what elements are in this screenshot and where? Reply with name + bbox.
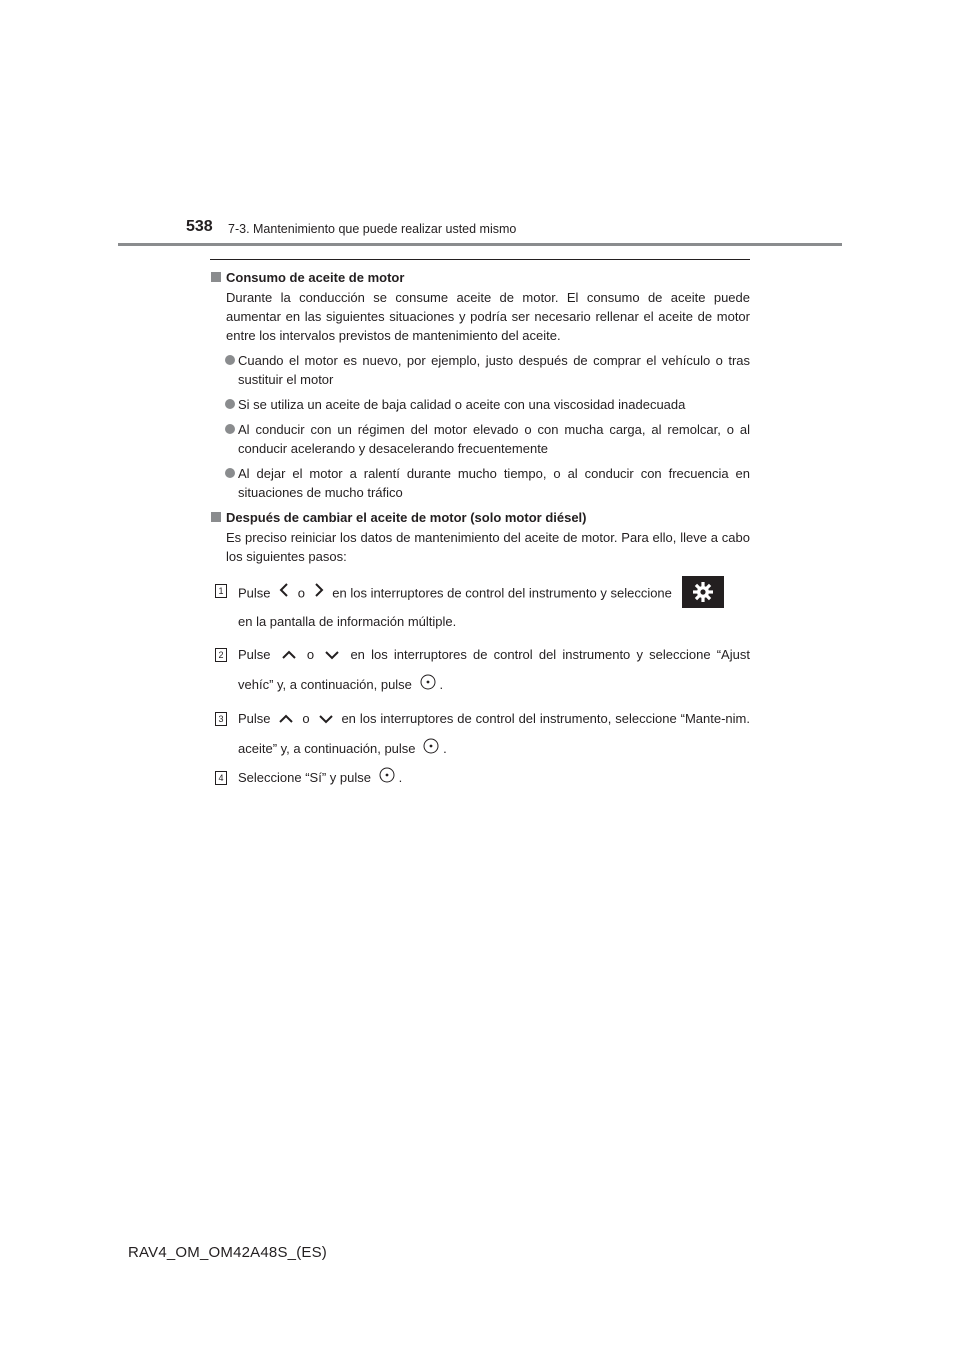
step-text: en los interruptores de control del instrumento y seleccione “Ajust vehíc” y, a continuación, pulse <box>238 647 750 693</box>
circle-bullet-icon <box>225 468 235 478</box>
chevron-up-icon <box>278 705 294 734</box>
page-number: 538 <box>186 218 213 235</box>
chevron-right-icon <box>313 582 325 606</box>
step-number: 3 <box>215 712 227 726</box>
circle-bullet-icon <box>225 424 235 434</box>
step-number: 4 <box>215 771 227 785</box>
step-text: o <box>297 585 306 601</box>
step-text: Pulse <box>238 585 271 601</box>
step-text: . <box>443 741 447 757</box>
list-item-text: Al conducir con un régimen del motor elevado o con mucha carga, al remolcar, o al conducir acelerando y desacelerando frecuentemente <box>238 422 750 456</box>
list-item <box>210 351 750 389</box>
step-1 <box>210 578 750 634</box>
ok-button-icon <box>420 671 436 700</box>
heading-text: Consumo de aceite de motor <box>226 270 405 285</box>
step-text: Seleccione “Sí” y pulse <box>238 770 371 786</box>
oil-consumption-intro: Durante la conducción se consume aceite de motor. El consumo de aceite puede aumentar en las siguientes situaciones y podría ser necesario rellenar el aceite de motor entre los intervalos previstos de mantenimiento del aceite. <box>226 290 750 343</box>
step-number: 2 <box>215 648 227 662</box>
step-text: Pulse <box>238 647 271 662</box>
header-section-title: 7-3. Mantenimiento que puede realizar usted mismo <box>228 222 517 236</box>
chevron-up-icon <box>281 641 297 670</box>
heading-text: Después de cambiar el aceite de motor (solo motor diésel) <box>226 510 587 525</box>
list-item-text: Si se utiliza un aceite de baja calidad o aceite con una viscosidad inadecuada <box>238 397 686 412</box>
step-text: en la pantalla de información múltiple. <box>238 614 457 629</box>
list-item-text: Cuando el motor es nuevo, por ejemplo, justo después de comprar el vehículo o tras sustituir el motor <box>238 353 750 387</box>
main-content <box>210 268 750 791</box>
list-item-text: Al dejar el motor a ralentí durante mucho tiempo, o al conducir con frecuencia en situaciones de mucho tráfico <box>238 466 750 500</box>
list-item <box>210 395 750 414</box>
settings-gear-icon <box>682 576 724 608</box>
step-number: 1 <box>215 584 227 598</box>
ok-button-icon <box>379 767 395 791</box>
step-text: en los interruptores de control del instrumento, seleccione “Mante-nim. aceite” y, a continuación, pulse <box>238 711 750 757</box>
circle-bullet-icon <box>225 399 235 409</box>
square-bullet-icon <box>211 512 221 522</box>
step-3 <box>210 704 750 764</box>
step-text: . <box>439 677 444 693</box>
square-bullet-icon <box>211 272 221 282</box>
chevron-down-icon <box>318 705 334 734</box>
step-2 <box>210 640 750 700</box>
chevron-left-icon <box>278 582 290 606</box>
circle-bullet-icon <box>225 355 235 365</box>
section-heading-oil-consumption <box>210 268 750 287</box>
section-rule <box>210 259 750 260</box>
step-text: o <box>302 711 310 727</box>
step-text: o <box>306 647 315 662</box>
section-heading-after-oil-change <box>210 508 750 527</box>
chevron-down-icon <box>324 641 340 670</box>
step-text: . <box>398 770 403 786</box>
after-oil-change-intro: Es preciso reiniciar los datos de mantenimiento del aceite de motor. Para ello, lleve a cabo los siguientes pasos: <box>226 530 750 564</box>
step-text: en los interruptores de control del instrumento y seleccione <box>332 585 672 601</box>
step-text: Pulse <box>238 711 271 727</box>
header-rule <box>118 243 842 246</box>
step-4 <box>210 766 750 791</box>
footer-doc-id: RAV4_OM_OM42A48S_(ES) <box>128 1244 328 1261</box>
ok-button-icon <box>423 735 439 764</box>
list-item <box>210 464 750 502</box>
list-item <box>210 420 750 458</box>
